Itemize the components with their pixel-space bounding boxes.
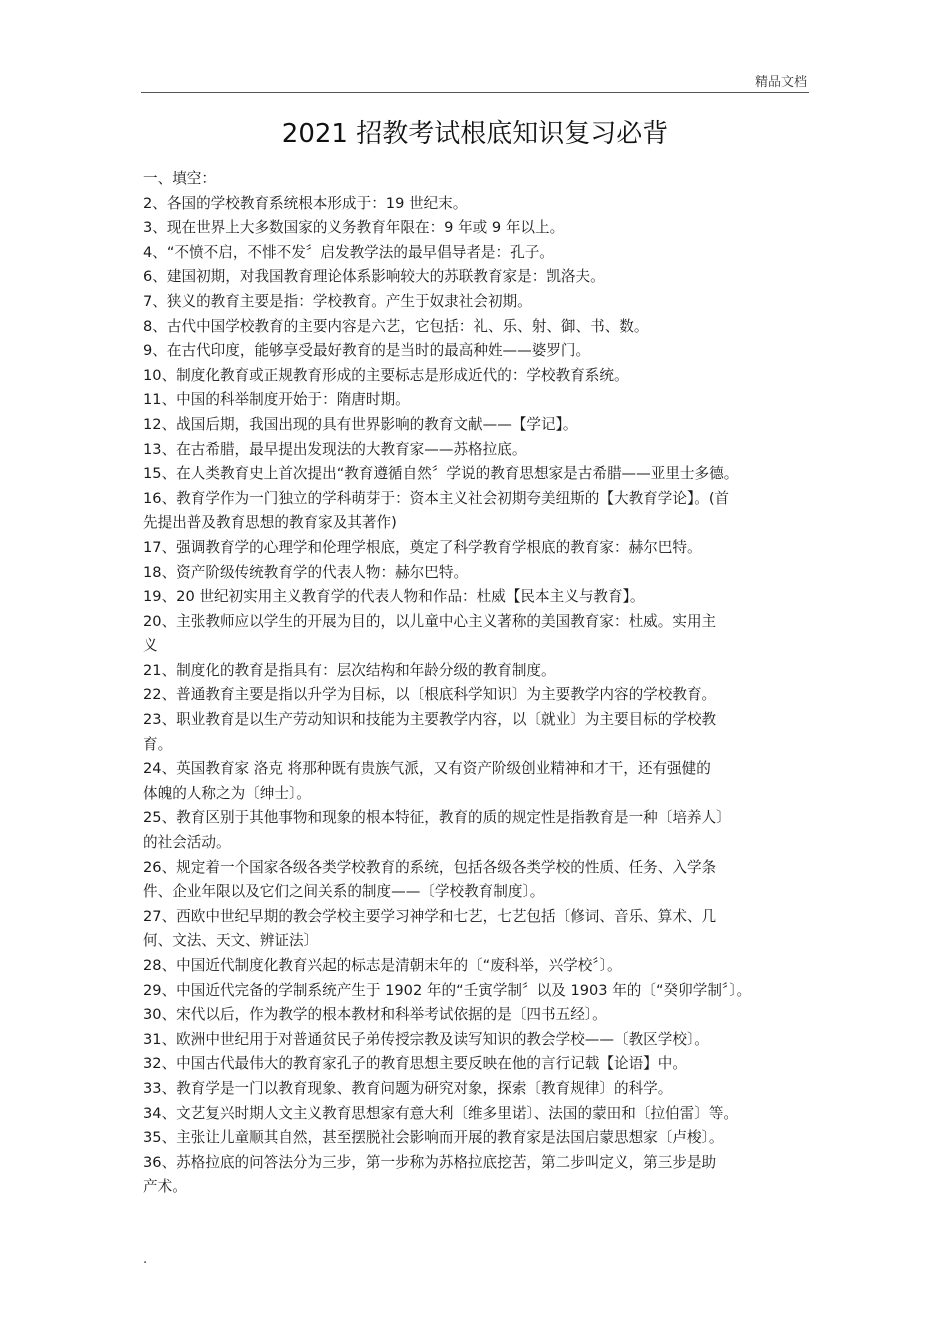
text-line: 2、各国的学校教育系统根本形成于：19 世纪末。 [143, 194, 468, 212]
text-line: 35、主张让儿童顺其自然，甚至摆脱社会影响而开展的教育家是法国启蒙思想家〔卢梭〕。 [143, 1129, 724, 1147]
text-line: 4、“不愤不启，不悱不发〞启发教学法的最早倡导者是：孔子。 [143, 243, 554, 261]
text-line: 16、教育学作为一门独立的学科萌芽于：资本主义社会初期夸美纽斯的【大教育学论】。(首 [143, 489, 730, 507]
text-line: 8、古代中国学校教育的主要内容是六艺，它包括：礼、乐、射、御、书、数。 [143, 317, 649, 335]
text-line: 30、宋代以后，作为教学的根本教材和科举考试依据的是〔四书五经〕。 [143, 1006, 607, 1024]
text-line: 3、现在世界上大多数国家的义务教育年限在：9 年或 9 年以上。 [143, 219, 565, 237]
text-line: 21、制度化的教育是指具有：层次结构和年龄分级的教育制度。 [143, 661, 556, 679]
text-line: 33、教育学是一门以教育现象、教育问题为研究对象，探索〔教育规律〕的科学。 [143, 1079, 673, 1097]
text-line: 12、战国后期，我国出现的具有世界影响的教育文献——【学记】。 [143, 415, 578, 433]
document-body [143, 167, 811, 1200]
text-line: 25、教育区别于其他事物和现象的根本特征，教育的质的规定性是指教育是一种〔培养人〕 [143, 809, 731, 827]
text-line: 产术。 [143, 1178, 187, 1196]
text-line: 36、苏格拉底的问答法分为三步，第一步称为苏格拉底挖苦，第二步叫定义，第三步是助 [143, 1153, 717, 1171]
text-line: 15、在人类教育史上首次提出“教育遵循自然〞学说的教育思想家是古希腊——亚里士多德。 [143, 465, 739, 483]
text-line: 9、在古代印度，能够享受最好教育的是当时的最高种姓——婆罗门。 [143, 342, 591, 360]
text-line: 26、规定着一个国家各级各类学校教育的系统，包括各级各类学校的性质、任务、入学条 [143, 858, 717, 876]
footer-mark: . [143, 1252, 148, 1267]
text-line: 11、中国的科举制度开始于：隋唐时期。 [143, 391, 410, 409]
text-line: 育。 [143, 735, 173, 753]
text-line: 一、填空： [143, 170, 216, 187]
header-divider [141, 92, 809, 93]
text-line: 22、普通教育主要是指以升学为目标，以〔根底科学知识〕为主要教学内容的学校教育。 [143, 686, 717, 704]
text-line: 18、资产阶级传统教育学的代表人物：赫尔巴特。 [143, 563, 469, 581]
text-line: 7、狭义的教育主要是指：学校教育。产生于奴隶社会初期。 [143, 292, 532, 310]
text-line: 27、西欧中世纪早期的教会学校主要学习神学和七艺，七艺包括〔修词、音乐、算术、几 [143, 907, 717, 925]
text-line: 体魄的人称之为〔绅士〕。 [143, 784, 311, 802]
text-line: 义 [143, 637, 158, 655]
text-line: 17、强调教育学的心理学和伦理学根底，奠定了科学教育学根底的教育家：赫尔巴特。 [143, 538, 702, 556]
text-line: 32、中国古代最伟大的教育家孔子的教育思想主要反映在他的言行记载【论语】中。 [143, 1055, 687, 1073]
text-line: 34、文艺复兴时期人文主义教育思想家有意大利〔维多里诺〕、法国的蒙田和〔拉伯雷〕等。 [143, 1104, 739, 1122]
text-line: 6、建国初期，对我国教育理论体系影响较大的苏联教育家是：凯洛夫。 [143, 268, 605, 286]
text-line: 20、主张教师应以学生的开展为目的，以儿童中心主义著称的美国教育家：杜威。实用主 [143, 612, 717, 630]
document-title: 2021 招教考试根底知识复习必背 [281, 119, 669, 149]
text-line: 件、企业年限以及它们之间关系的制度——〔学校教育制度〕。 [143, 883, 545, 901]
text-line: 10、制度化教育或正规教育形成的主要标志是形成近代的：学校教育系统。 [143, 366, 629, 384]
text-line: 13、在古希腊，最早提出发现法的大教育家——苏格拉底。 [143, 440, 527, 458]
text-line: 23、职业教育是以生产劳动知识和技能为主要教学内容，以〔就业〕为主要目标的学校教 [143, 711, 717, 729]
text-line: 何、文法、天文、辨证法〕 [143, 932, 319, 950]
header-label: 精品文档 [754, 75, 807, 90]
text-line: 24、英国教育家 洛克 将那种既有贵族气派，又有资产阶级创业精神和才干，还有强健的 [143, 760, 711, 778]
text-line: 31、欧洲中世纪用于对普通贫民子弟传授宗教及读写知识的教会学校——〔教区学校〕。 [143, 1030, 709, 1048]
text-line: 19、20 世纪初实用主义教育学的代表人物和作品：杜威【民本主义与教育】。 [143, 588, 645, 606]
text-line: 先提出普及教育思想的教育家及其著作) [143, 514, 397, 532]
text-line: 的社会活动。 [143, 834, 231, 852]
text-line: 28、中国近代制度化教育兴起的标志是清朝末年的〔“废科举，兴学校〞〕。 [143, 957, 622, 974]
text-line: 29、中国近代完备的学制系统产生于 1902 年的“壬寅学制〞以及 1903 年的〔“癸卯学制〞〕。 [143, 981, 752, 999]
